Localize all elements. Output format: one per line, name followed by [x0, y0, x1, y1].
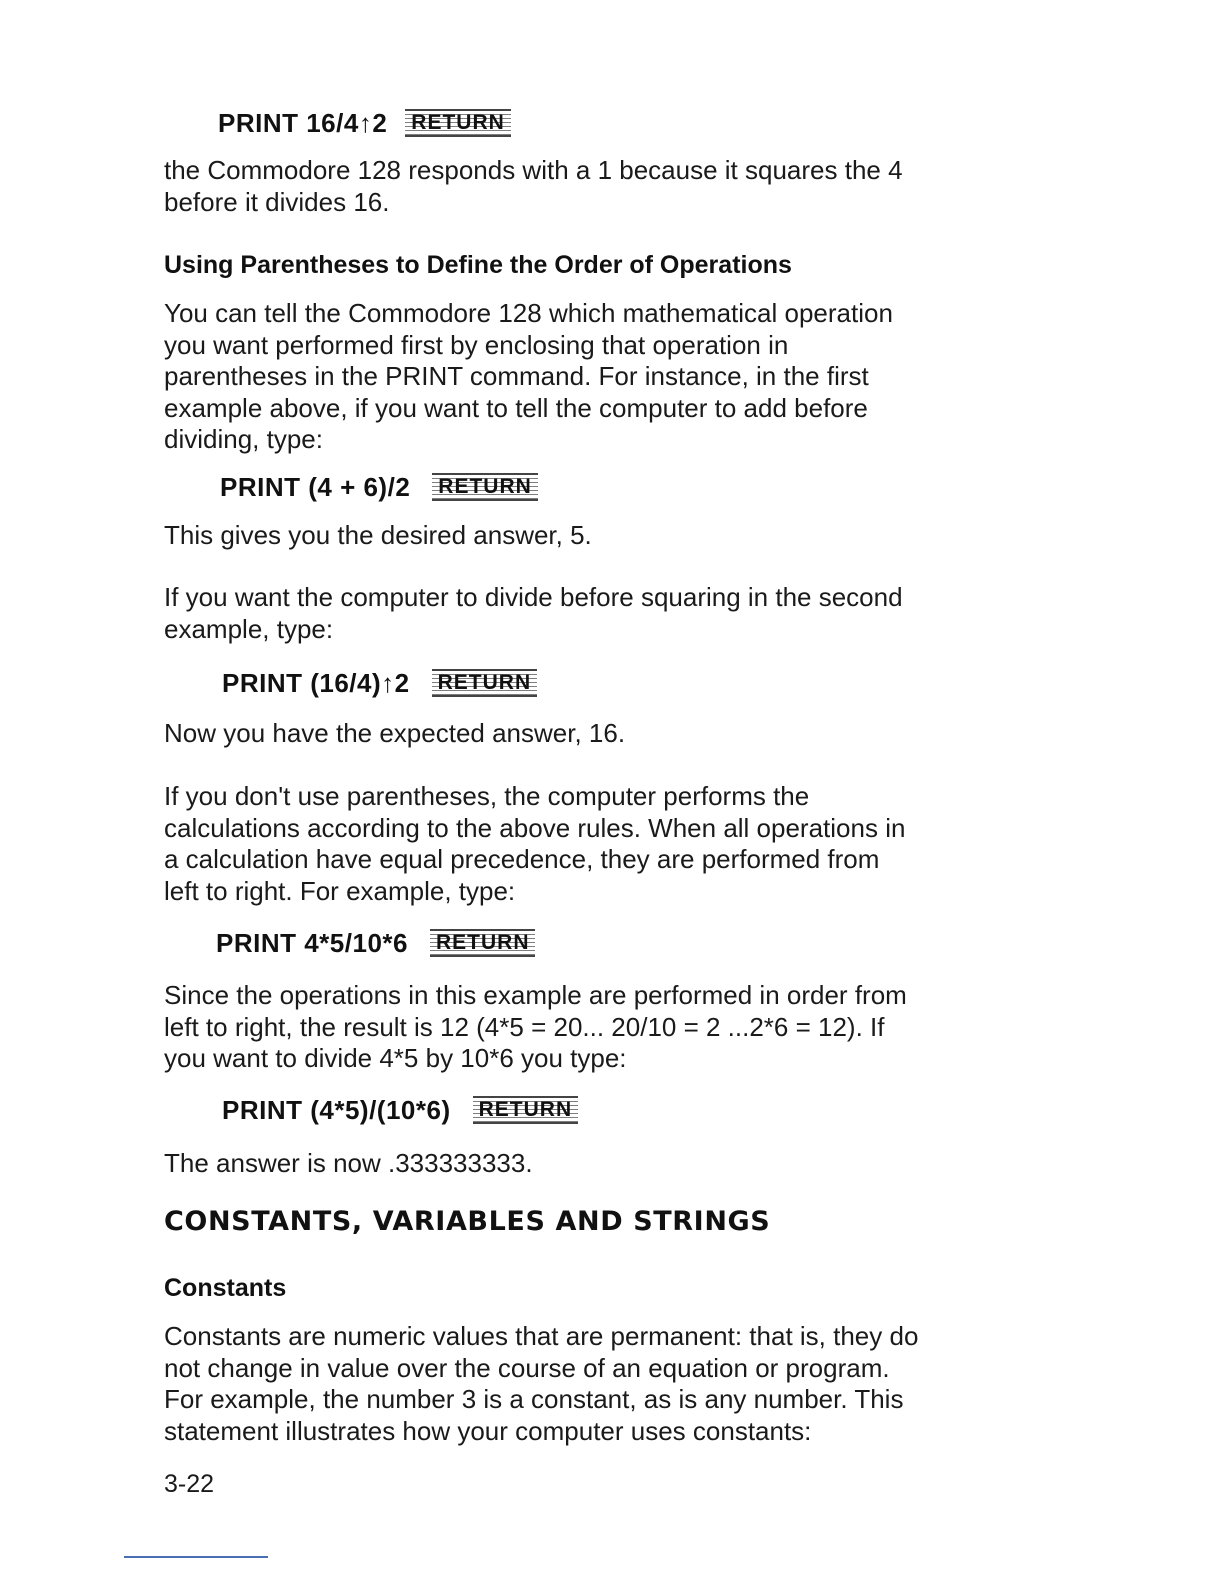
return-key-label: RETURN	[432, 669, 538, 697]
command-text: PRINT (4 + 6)/2	[220, 472, 411, 502]
paragraph-squares-explanation: the Commodore 128 responds with a 1 because it squares the 4 before it divides 16.	[164, 155, 903, 217]
return-key-label: RETURN	[430, 929, 536, 957]
section-heading-constants-variables-strings: CONSTANTS, VARIABLES AND STRINGS	[164, 1206, 771, 1237]
subheading-constants: Constants	[164, 1274, 287, 1302]
paragraph-left-to-right: Since the operations in this example are performed in order from left to right, the result is 12 (4*5 = 20... 20/10 = 2 ...2*6 = 12). If you want to divide 4*5 by 10*6 you type:	[164, 980, 907, 1073]
print-command-4	[216, 928, 535, 958]
print-command-3	[222, 668, 537, 698]
page-number: 3-22	[164, 1470, 215, 1498]
paragraph-constants-definition: Constants are numeric values that are permanent: that is, they do not change in value over the course of an equation or program. For example, the number 3 is a constant, as is any number. This statement illustrates how your computer uses constants:	[164, 1321, 919, 1446]
paragraph-no-parentheses: If you don't use parentheses, the computer performs the calculations according to the above rules. When all operations in a calculation have equal precedence, they are performed from left to right. For example, type:	[164, 781, 906, 906]
command-text: PRINT 4*5/10*6	[216, 928, 408, 958]
command-text: PRINT 16/4↑2	[218, 108, 388, 138]
paragraph-desired-answer: This gives you the desired answer, 5.	[164, 520, 592, 550]
print-command-5	[222, 1095, 578, 1125]
command-text: PRINT (4*5)/(10*6)	[222, 1095, 451, 1125]
paragraph-divide-before-squaring: If you want the computer to divide before squaring in the second example, type:	[164, 582, 903, 644]
paragraph-expected-answer: Now you have the expected answer, 16.	[164, 718, 626, 748]
print-command-1	[218, 108, 511, 138]
subheading-parentheses: Using Parentheses to Define the Order of Operations	[164, 251, 792, 279]
return-key-label: RETURN	[405, 109, 511, 137]
paragraph-parentheses-intro: You can tell the Commodore 128 which mathematical operation you want performed first by enclosing that operation in parentheses in the PRINT command. For instance, in the first example above, if you want to tell the computer to add before dividing, type:	[164, 298, 893, 454]
paragraph-answer-now: The answer is now .333333333.	[164, 1148, 533, 1178]
command-text: PRINT (16/4)↑2	[222, 668, 410, 698]
print-command-2	[220, 472, 538, 502]
return-key-label: RETURN	[473, 1096, 579, 1124]
footer-divider	[124, 1556, 268, 1558]
return-key-label: RETURN	[432, 473, 538, 501]
